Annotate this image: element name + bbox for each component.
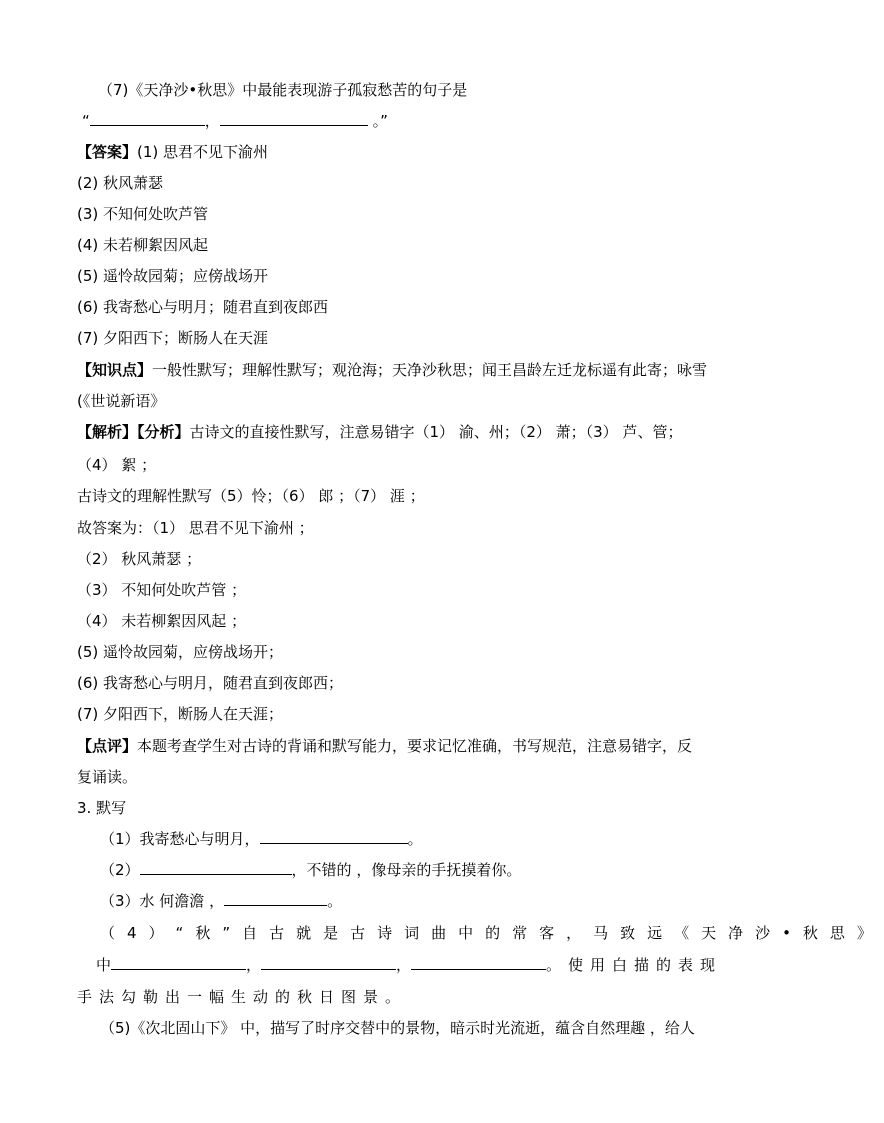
knowledge-label: 【知识点】 [77, 361, 153, 379]
open-quote: “ [82, 112, 90, 130]
answer-blank[interactable] [224, 891, 327, 906]
answer-item: (7) 夕阳西下；断肠人在天涯 [77, 329, 269, 347]
analysis-cont: （4） 絮 ； [77, 456, 157, 474]
q3-item-4-line-3 [77, 987, 407, 1009]
comma: ， [246, 956, 262, 974]
conclusion-item: (5) 遥怜故园菊，应傍战场开； [77, 643, 284, 661]
q7-prompt: （7)《天净沙•秋思》中最能表现游子孤寂愁苦的句子是 [98, 81, 468, 99]
conclusion-item: （2） 秋风萧瑟 ； [77, 550, 202, 568]
q7-blanks-line [82, 111, 388, 133]
comment-cont: 复诵读。 [77, 768, 138, 786]
answer-label: 【答案】 [77, 143, 138, 161]
knowledge-line [77, 360, 707, 382]
answer-blank[interactable] [140, 860, 292, 875]
comment-text: 本题考查学生对古诗的背诵和默写能力，要求记忆准确，书写规范，注意易错字，反 [137, 737, 693, 755]
answer-blank[interactable] [111, 955, 246, 970]
answer-blank[interactable] [260, 829, 408, 844]
q3-3-text: （3）水 何澹澹 ， [100, 892, 225, 910]
q3-2-text: ，不错的 ，像母亲的手抚摸着你。 [291, 861, 522, 879]
answer-line-1 [77, 142, 268, 164]
period: 。 [407, 830, 423, 848]
comment-line [77, 736, 692, 758]
answer-blank[interactable] [90, 111, 205, 126]
conclusion-item: (6) 我寄愁心与明月，随君直到夜郎西； [77, 674, 344, 692]
answer-item: (3) 不知何处吹芦管 [77, 205, 209, 223]
answer-item: (2) 秋风萧瑟 [77, 174, 164, 192]
q3-4-text: （4）“秋”自古就是古诗词曲中的常客，马致远《天净沙•秋思》 [100, 924, 884, 942]
q3-4-line-3: 手法勾勒出一幅生动的秋日图景。 [77, 988, 408, 1006]
analysis-line-2: 古诗文的理解性默写（5）怜；（6） 郎 ；（7） 涯 ； [77, 487, 425, 505]
q3-4-rest: 。使用白描的表现 [546, 956, 723, 974]
q3-item-1 [100, 829, 423, 851]
knowledge-cont: (《世说新语》 [77, 392, 166, 410]
q3-item-4-line-2 [96, 955, 722, 977]
analysis-line [77, 422, 682, 444]
q3-item-2 [100, 860, 521, 882]
comma: ， [396, 956, 412, 974]
analysis-label: 【解析】【分析】 [77, 423, 190, 441]
answer-item: (5) 遥怜故园菊；应傍战场开 [77, 267, 269, 285]
conclusion-item: (7) 夕阳西下，断肠人在天涯； [77, 705, 284, 723]
answer-blank[interactable] [411, 955, 546, 970]
analysis-text: 古诗文的直接性默写，注意易错字（1） 渝、州；（2） 萧；（3） 芦、管； [189, 423, 683, 441]
answer-blank[interactable] [220, 111, 368, 126]
close-quote: 。” [367, 112, 388, 130]
q3-item-5: （5)《次北固山下》 中，描写了时序交替中的景物，暗示时光流逝，蕴含自然理趣 ，给人 [100, 1019, 695, 1037]
q3-item-3 [100, 891, 342, 913]
conclusion-item: （4） 未若柳絮因风起 ； [77, 612, 247, 630]
q3-2-number: （2） [100, 861, 140, 879]
q3-1-text: （1）我寄愁心与明月， [100, 830, 260, 848]
answer-item: (4) 未若柳絮因风起 [77, 236, 209, 254]
answer-blank[interactable] [261, 955, 396, 970]
period: 。 [327, 892, 343, 910]
conclusion-item: （3） 不知何处吹芦管 ； [77, 581, 247, 599]
answer-item: (6) 我寄愁心与明月；随君直到夜郎西 [77, 298, 329, 316]
q3-item-4-line-1 [100, 923, 884, 945]
answer-item: (1) 思君不见下渝州 [137, 143, 269, 161]
comma: ， [204, 112, 220, 130]
q3-4-zhong: 中 [96, 956, 112, 974]
knowledge-text: 一般性默写；理解性默写；观沧海；天净沙秋思；闻王昌龄左迁龙标遥有此寄；咏雪 [152, 361, 708, 379]
comment-label: 【点评】 [77, 737, 138, 755]
conclusion-intro: 故答案为：（1） 思君不见下渝州 ； [77, 519, 314, 537]
question-3-title: 3. 默写 [77, 799, 127, 817]
